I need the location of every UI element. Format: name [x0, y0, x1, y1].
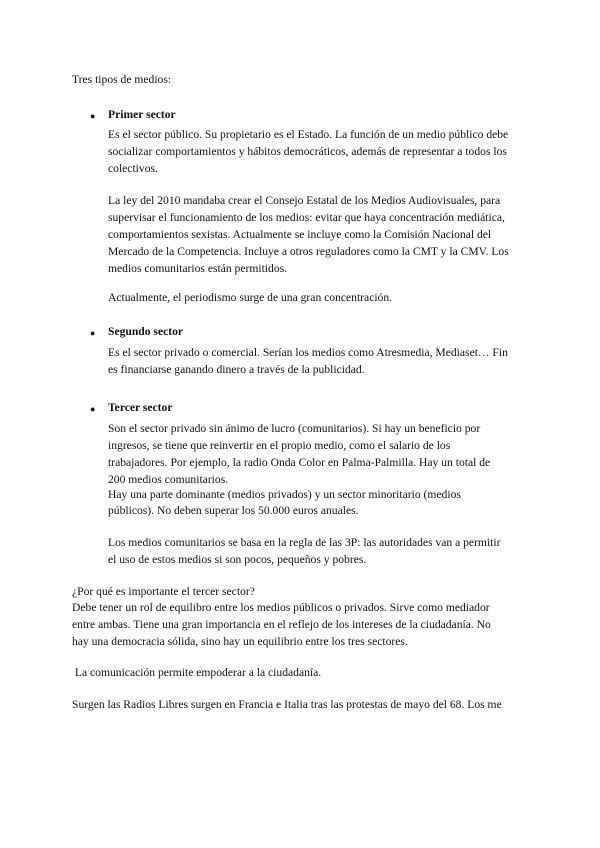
text-line: Es el sector público. Su propietario es el Estado. La función de un medio público debe	[108, 128, 509, 141]
text-line: supervisar el funcionamiento de los medios: evitar que haya concentración mediática,	[108, 211, 505, 224]
text-line: hay una democracia sólida, sino hay un equilibrio entre los tres sectores.	[72, 635, 408, 648]
text-line: Son el sector privado sin ánimo de lucro (comunitarios). Si hay un beneficio por	[108, 422, 481, 435]
text-line: Hay una parte dominante (medios privados) y un sector minoritario (medios	[108, 488, 461, 501]
text-line: es financiarse ganando dinero a través de la publicidad.	[108, 363, 365, 376]
text-line: La ley del 2010 mandaba crear el Consejo Estatal de los Medios Audiovisuales, para	[108, 194, 501, 207]
communication-text: La comunicación permite empoderar a la ciudadanía.	[72, 666, 322, 679]
text-line: socializar comportamientos y hábitos democráticos, además de representar a todos los	[108, 145, 507, 158]
text-line: Debe tener un rol de equilibro entre los medios públicos o privados. Sirve como mediador	[72, 601, 490, 614]
bullet-icon: ●	[90, 328, 96, 338]
text-line: Los medios comunitarios se basa en la regla de las 3P: las autoridades van a permitir	[108, 536, 501, 549]
text-line: entre ambas. Tiene una gran importancia en el reflejo de los intereses de la ciudadanía. No	[72, 618, 491, 631]
text-line: Es el sector privado o comercial. Serían los medios como Atresmedia, Mediaset… Fin	[108, 346, 508, 359]
text-line: colectivos.	[108, 162, 158, 175]
text-line: el uso de estos medios si son pocos, pequeños y pobres.	[108, 553, 367, 566]
text-line: Mercado de la Competencia. Incluye a otros reguladores como la CMT y la CMV. Los	[108, 245, 509, 258]
text-line: comportamientos sexistas. Actualmente se incluye como la Comisión Nacional del	[108, 228, 492, 241]
section-title-primer: Primer sector	[108, 108, 176, 121]
text-line: 200 medios comunitarios.	[108, 473, 229, 486]
section-title-tercer: Tercer sector	[108, 401, 173, 414]
text-line: ingresos, se tiene que reinvertir en el propio medio, como el salario de los	[108, 439, 451, 452]
bullet-icon: ●	[90, 404, 96, 414]
question-heading: ¿Por qué es importante el tercer sector?	[72, 585, 255, 598]
radios-text: Surgen las Radios Libres surgen en Francia e Italia tras las protestas de mayo del 68. Los me	[72, 698, 502, 711]
text-line: públicos). No deben superar los 50.000 euros anuales.	[108, 504, 359, 517]
section-title-segundo: Segundo sector	[108, 325, 184, 338]
text-line: Actualmente, el periodismo surge de una gran concentración.	[108, 291, 393, 304]
bullet-icon: ●	[90, 111, 96, 121]
text-line: medios comunitarios están permitidos.	[108, 262, 288, 275]
intro-text: Tres tipos de medios:	[72, 73, 172, 86]
text-line: trabajadores. Por ejemplo, la radio Onda Color en Palma-Palmilla. Hay un total de	[108, 456, 491, 469]
